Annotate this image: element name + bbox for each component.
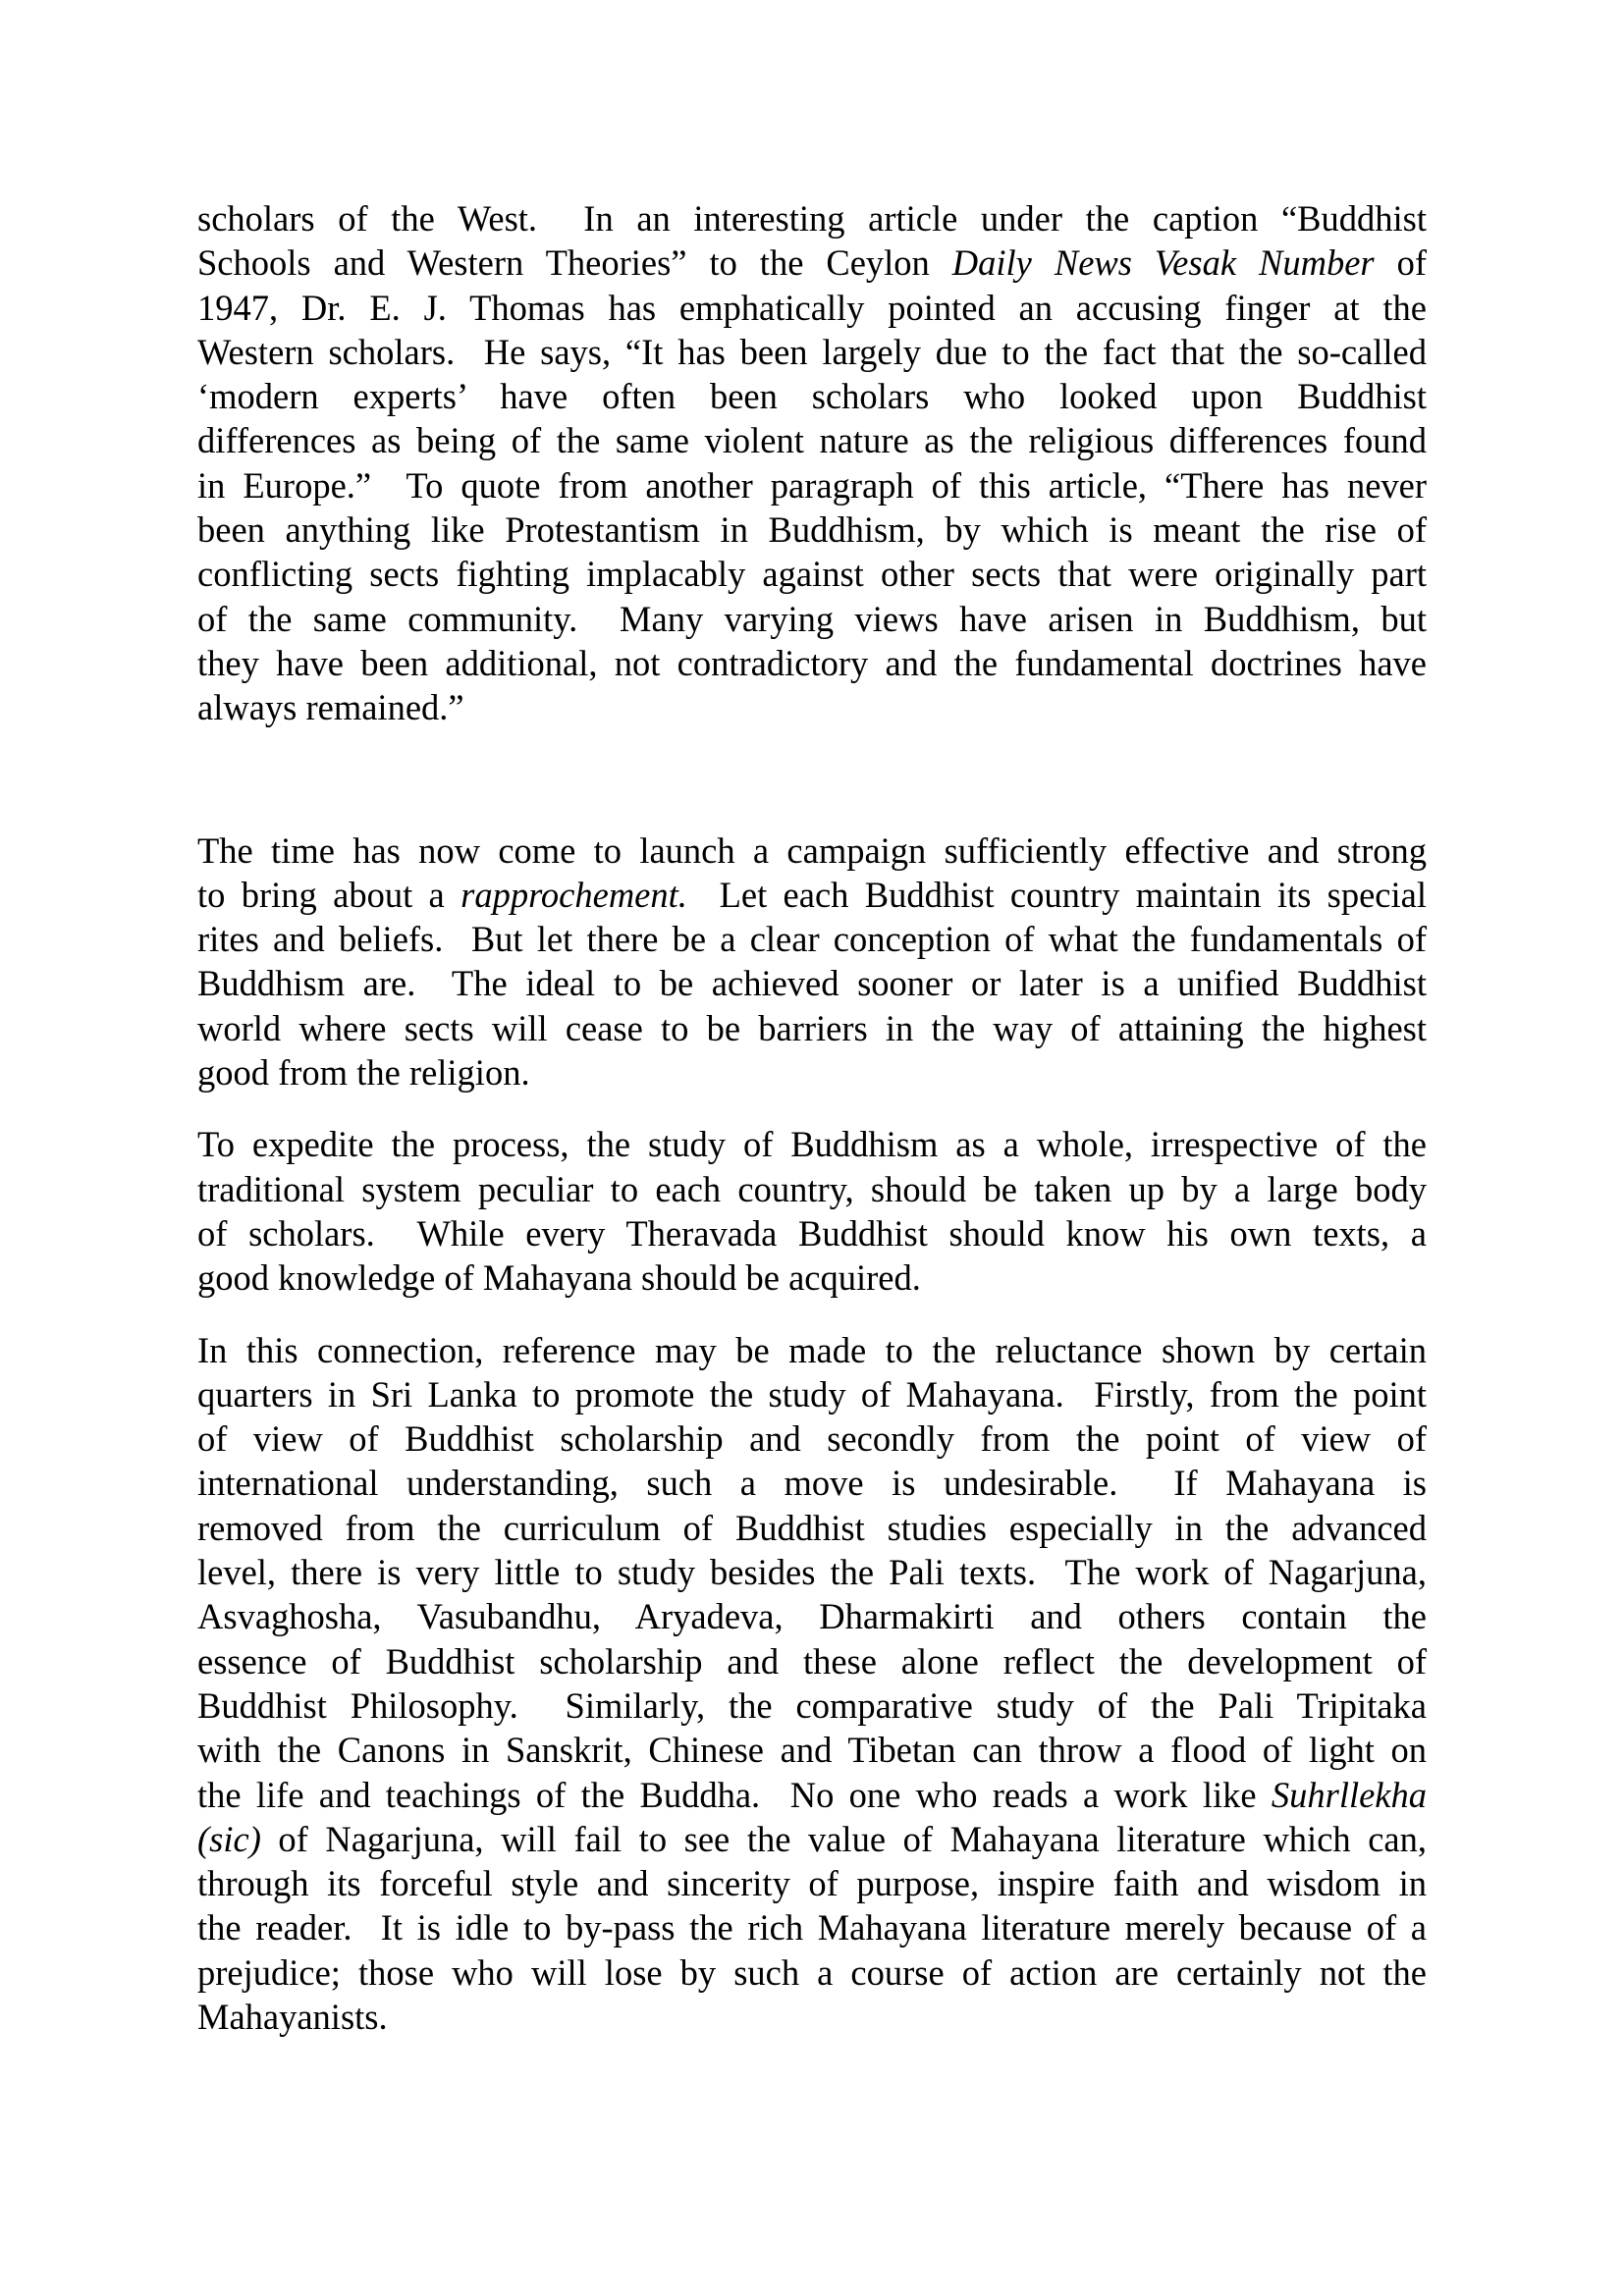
text-run: the life and teachings of the Buddha. No one who reads a work like [197, 1774, 1272, 1815]
text-line [197, 196, 1427, 240]
text-run: of [1374, 242, 1428, 284]
text-run: Schools and Western Theories” to the Ceylon [197, 242, 952, 284]
text-run: In this connection, reference may be made to the reluctance shown by certain [197, 1329, 1427, 1370]
text-run: with the Canons in Sanskrit, Chinese and Tibetan can throw a flood of light on [197, 1730, 1427, 1771]
text-run: world where sects will cease to be barriers in the way of attaining the highest [197, 1007, 1427, 1048]
text-run: traditional system peculiar to each country, should be taken up by a large body [197, 1168, 1427, 1209]
text-run: been anything like Protestantism in Buddhism, by which is meant the rise of [197, 509, 1427, 551]
text-line [197, 1594, 1427, 1638]
text-line [197, 1328, 1427, 1372]
text-line [197, 463, 1427, 507]
text-line [197, 374, 1427, 418]
text-run: of view of Buddhist scholarship and secondly from the point of view of [197, 1418, 1427, 1460]
italic-text: rapprochement. [460, 874, 687, 915]
text-line [197, 418, 1427, 462]
text-run: always remained.” [197, 687, 464, 728]
text-run: Western scholars. He says, “It has been largely due to the fact that the so-called [197, 331, 1427, 372]
text-line [197, 286, 1427, 330]
text-line [197, 507, 1427, 552]
text-line [197, 1050, 1427, 1095]
text-run: essence of Buddhist scholarship and these alone reflect the development of [197, 1640, 1427, 1682]
text-run: removed from the curriculum of Buddhist studies especially in the advanced [197, 1507, 1427, 1548]
text-run: good from the religion. [197, 1052, 530, 1094]
italic-text: Daily News Vesak Number [951, 242, 1375, 284]
text-run: Asvaghosha, Vasubandhu, Aryadeva, Dharmakirti and others contain the [197, 1596, 1427, 1637]
text-line [197, 1905, 1427, 1949]
text-line [197, 1683, 1427, 1728]
text-line [197, 641, 1427, 685]
text-line [197, 552, 1427, 596]
text-run: To expedite the process, the study of Buddhism as a whole, irrespective of the [197, 1124, 1427, 1165]
text-line [197, 1995, 1427, 2039]
text-line [197, 917, 1427, 961]
text-line [197, 1773, 1427, 1817]
text-line [197, 1861, 1427, 1905]
text-run: The time has now come to launch a campaign sufficiently effective and strong [197, 829, 1427, 871]
text-run: conflicting sects fighting implacably against other sects that were originally part [197, 554, 1427, 595]
text-run: in Europe.” To quote from another paragraph of this article, “There has never [197, 464, 1427, 506]
text-line [197, 1211, 1427, 1255]
text-line [197, 597, 1427, 641]
text-line [197, 1416, 1427, 1461]
text-line [197, 1122, 1427, 1166]
text-line [197, 1372, 1427, 1416]
text-run: international understanding, such a move is undesirable. If Mahayana is [197, 1463, 1427, 1504]
text-run: through its forceful style and sincerity of purpose, inspire faith and wisdom in [197, 1863, 1427, 1904]
text-line [197, 1950, 1427, 1995]
paragraph-3 [197, 1122, 1427, 1300]
paragraph-1 [197, 196, 1427, 730]
text-line [197, 685, 1427, 729]
italic-text: (sic) [197, 1818, 261, 1859]
paragraph-2 [197, 828, 1427, 1095]
text-run: the reader. It is idle to by-pass the rich Mahayana literature merely because of a [197, 1907, 1427, 1949]
text-line [197, 1167, 1427, 1211]
text-run: ‘modern experts’ have often been scholars who looked upon Buddhist [197, 376, 1427, 417]
text-line [197, 1817, 1427, 1861]
text-run: quarters in Sri Lanka to promote the study of Mahayana. Firstly, from the point [197, 1373, 1427, 1415]
text-line [197, 1255, 1427, 1300]
text-line [197, 1639, 1427, 1683]
text-run: prejudice; those who will lose by such a course of action are certainly not the [197, 1951, 1427, 1993]
italic-text: Suhrllekha [1271, 1774, 1427, 1815]
text-run: they have been additional, not contradictory and the fundamental doctrines have [197, 642, 1427, 683]
text-run: of Nagarjuna, will fail to see the value of Mahayana literature which can, [260, 1818, 1427, 1859]
text-line [197, 330, 1427, 374]
text-run: Buddhist Philosophy. Similarly, the comparative study of the Pali Tripitaka [197, 1684, 1427, 1726]
text-run: good knowledge of Mahayana should be acquired. [197, 1257, 921, 1299]
text-line [197, 873, 1427, 917]
text-line [197, 1550, 1427, 1594]
text-run: differences as being of the same violent nature as the religious differences found [197, 420, 1427, 461]
text-run: level, there is very little to study besides the Pali texts. The work of Nagarjuna, [197, 1552, 1427, 1593]
text-line [197, 1006, 1427, 1050]
paragraph-4 [197, 1328, 1427, 2040]
text-line [197, 828, 1427, 873]
text-run: 1947, Dr. E. J. Thomas has emphatically pointed an accusing finger at the [197, 287, 1427, 328]
text-line [197, 961, 1427, 1005]
text-run: scholars of the West. In an interesting article under the caption “Buddhist [197, 198, 1427, 239]
text-line [197, 1506, 1427, 1550]
text-run: Let each Buddhist country maintain its special [686, 874, 1427, 915]
text-line [197, 240, 1427, 285]
body-text [197, 196, 1427, 2066]
text-run: to bring about a [197, 874, 461, 915]
text-run: of the same community. Many varying views have arisen in Buddhism, but [197, 598, 1427, 639]
text-line [197, 1728, 1427, 1772]
text-run: rites and beliefs. But let there be a clear conception of what the fundamentals of [197, 919, 1427, 960]
text-run: of scholars. While every Theravada Buddhist should know his own texts, a [197, 1212, 1427, 1254]
text-run: Mahayanists. [197, 1996, 388, 2037]
text-line [197, 1461, 1427, 1505]
text-run: Buddhism are. The ideal to be achieved sooner or later is a unified Buddhist [197, 963, 1427, 1004]
